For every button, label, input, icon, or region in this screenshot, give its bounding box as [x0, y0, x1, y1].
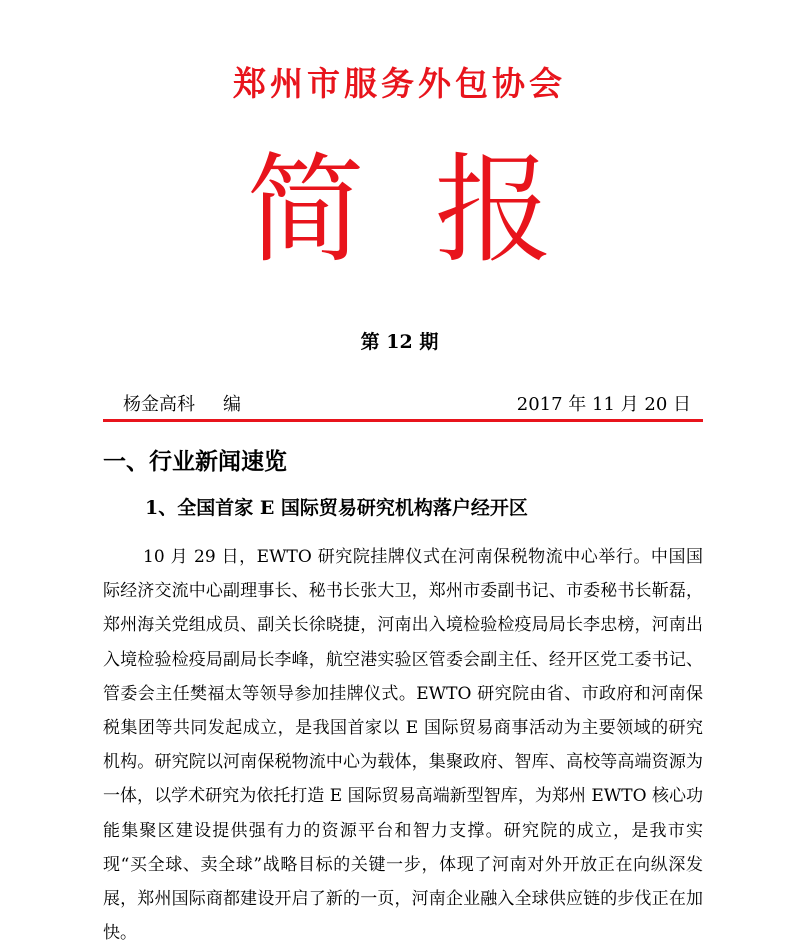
- meta-row: [103, 392, 703, 418]
- org-name: 郑州市服务外包协会: [233, 64, 566, 103]
- issue-number: 第 12 期: [360, 331, 439, 353]
- section-heading: 一、行业新闻速览: [103, 448, 287, 475]
- header-divider: [103, 419, 703, 422]
- article-heading: 1、全国首家 E 国际贸易研究机构落户经开区: [145, 497, 528, 519]
- article-body: 10 月 29 日，EWTO 研究院挂牌仪式在河南保税物流中心举行。中国国际经济交流中心副理事长、秘书长张大卫，郑州市委副书记、市委秘书长靳磊，郑州海关党组成员、副关长徐晓捷，河南出入境检验检疫局局长李忠榜，河南出入境检验检疫局副局长李峰，航空港实验区管委会副主任、经开区党工委书记、管委会主任樊福太等领导参加挂牌仪式。EWTO 研究院由省、市政府和河南保税集团等共同发起成立，是我国首家以 E 国际贸易商事活动为主要领域的研究机构。研究院以河南保税物流中心为载体，集聚政府、智库、高校等高端资源为一体，以学术研究为依托打造 E 国际贸易高端新型智库，为郑州 EWTO 核心功能集聚区建设提供强有力的资源平台和智力支撑。研究院的成立，是我市实现“买全球、卖全球”战略目标的关键一步，体现了河南对外开放正在向纵深发展，郑州国际商都建设开启了新的一页，河南企业融入全球供应链的步伐正在加快。: [103, 547, 703, 944]
- issue-date: 2017 年 11 月 20 日: [516, 394, 691, 415]
- editor: [123, 392, 241, 418]
- editor-name: 杨金高科: [123, 394, 195, 415]
- editor-role: 编: [223, 394, 241, 415]
- bulletin-title: 简报: [246, 141, 623, 279]
